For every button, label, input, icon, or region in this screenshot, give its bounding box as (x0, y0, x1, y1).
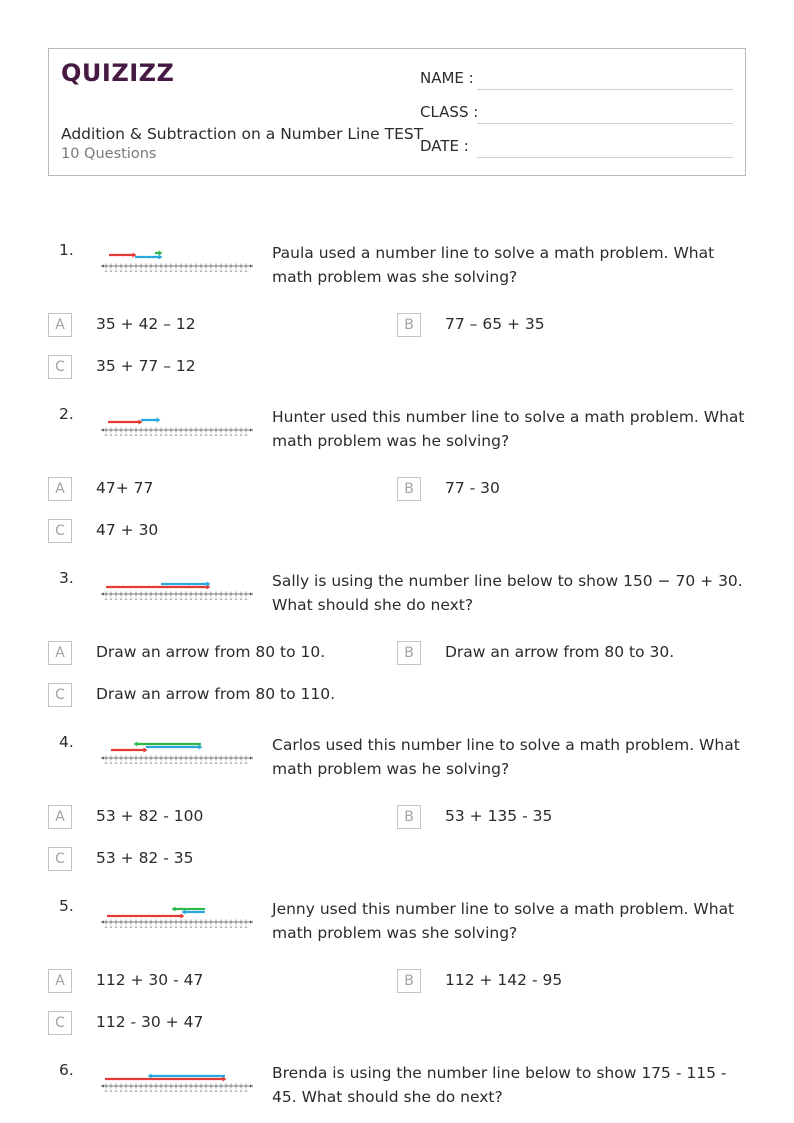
tick-label-mark (225, 763, 227, 764)
tick-label-mark (160, 435, 162, 436)
axis-arrow-left (101, 593, 104, 596)
date-label: DATE : (420, 137, 469, 155)
option-text: 35 + 42 – 12 (96, 315, 196, 333)
tick-label-mark (225, 1091, 227, 1092)
tick-label-mark (245, 435, 247, 436)
tick-label-mark (120, 927, 122, 928)
tick-label-mark (140, 271, 142, 272)
tick-label-mark (230, 927, 232, 928)
axis-arrow-left (101, 921, 104, 924)
tick-label-mark (215, 927, 217, 928)
tick-label-mark (150, 599, 152, 600)
number-line-image (99, 577, 255, 603)
tick-label-mark (115, 1091, 117, 1092)
tick-label-mark (135, 271, 137, 272)
tick-label-mark (190, 1091, 192, 1092)
tick-label-mark (115, 435, 117, 436)
tick-label-mark (180, 599, 182, 600)
name-field[interactable] (477, 89, 733, 90)
tick-label-mark (145, 435, 147, 436)
tick-label-mark (205, 271, 207, 272)
tick-label-mark (170, 271, 172, 272)
jump-arrowhead (159, 255, 163, 260)
tick-label-mark (170, 763, 172, 764)
option-letter: B (397, 969, 421, 993)
jump-arrowhead (159, 251, 163, 256)
tick-label-mark (235, 763, 237, 764)
tick-label-mark (210, 927, 212, 928)
tick-label-mark (220, 927, 222, 928)
option-letter: C (48, 355, 72, 379)
tick-label-mark (230, 435, 232, 436)
class-label: CLASS : (420, 103, 479, 121)
tick-label-mark (190, 927, 192, 928)
tick-label-mark (110, 435, 112, 436)
tick-label-mark (205, 1091, 207, 1092)
tick-label-mark (220, 599, 222, 600)
tick-label-mark (225, 599, 227, 600)
class-field[interactable] (477, 123, 733, 124)
tick-label-mark (160, 763, 162, 764)
axis-arrow-left (101, 757, 104, 760)
tick-label-mark (225, 271, 227, 272)
option-letter: A (48, 805, 72, 829)
tick-label-mark (150, 763, 152, 764)
tick-label-mark (120, 1091, 122, 1092)
axis-arrow-right (250, 1085, 253, 1088)
tick-label-mark (210, 271, 212, 272)
tick-label-mark (105, 927, 107, 928)
tick-label-mark (205, 435, 207, 436)
tick-label-mark (130, 599, 132, 600)
option-letter: B (397, 477, 421, 501)
tick-label-mark (235, 927, 237, 928)
tick-label-mark (220, 435, 222, 436)
option-letter: A (48, 313, 72, 337)
tick-label-mark (235, 271, 237, 272)
option-letter: A (48, 969, 72, 993)
tick-label-mark (150, 271, 152, 272)
tick-label-mark (145, 763, 147, 764)
option-letter: B (397, 641, 421, 665)
tick-label-mark (110, 599, 112, 600)
tick-label-mark (140, 927, 142, 928)
tick-label-mark (185, 271, 187, 272)
option-letter: C (48, 683, 72, 707)
worksheet-title: Addition & Subtraction on a Number Line TEST (61, 125, 424, 143)
jump-arrowhead (157, 418, 161, 423)
tick-label-mark (150, 435, 152, 436)
tick-label-mark (230, 271, 232, 272)
tick-label-mark (160, 1091, 162, 1092)
tick-label-mark (175, 927, 177, 928)
question-text: Jenny used this number line to solve a math problem. What math problem was she solving? (272, 900, 735, 942)
tick-label-mark (240, 763, 242, 764)
tick-label-mark (115, 763, 117, 764)
jump-arrowhead (134, 742, 138, 747)
question-number: 3. (59, 569, 74, 587)
question-number: 4. (59, 733, 74, 751)
option-letter: B (397, 313, 421, 337)
tick-label-mark (165, 763, 167, 764)
tick-label-mark (110, 1091, 112, 1092)
tick-label-mark (155, 1091, 157, 1092)
question-number: 2. (59, 405, 74, 423)
tick-label-mark (165, 599, 167, 600)
question-text: Paula used a number line to solve a math problem. What math problem was she solving? (272, 244, 715, 286)
tick-label-mark (200, 763, 202, 764)
question-text: Carlos used this number line to solve a math problem. What math problem was he solving? (272, 736, 740, 778)
tick-label-mark (200, 435, 202, 436)
tick-label-mark (240, 435, 242, 436)
tick-label-mark (195, 271, 197, 272)
option-text: 112 + 30 - 47 (96, 971, 204, 989)
option-letter: C (48, 519, 72, 543)
option-text: 112 - 30 + 47 (96, 1013, 204, 1031)
tick-label-mark (120, 271, 122, 272)
question-text: Brenda is using the number line below to show 175 - 115 - 45. What should she do next? (272, 1064, 727, 1106)
tick-label-mark (190, 599, 192, 600)
option-letter: B (397, 805, 421, 829)
tick-label-mark (195, 435, 197, 436)
tick-label-mark (130, 435, 132, 436)
option-text: 47 + 30 (96, 521, 159, 539)
tick-label-mark (130, 927, 132, 928)
tick-label-mark (155, 927, 157, 928)
tick-label-mark (110, 271, 112, 272)
tick-label-mark (195, 1091, 197, 1092)
number-line-image (99, 905, 255, 931)
tick-label-mark (185, 763, 187, 764)
tick-label-mark (125, 599, 127, 600)
tick-label-mark (115, 927, 117, 928)
tick-label-mark (145, 927, 147, 928)
tick-label-mark (175, 271, 177, 272)
number-line-image (99, 741, 255, 767)
axis-arrow-left (101, 265, 104, 268)
tick-label-mark (135, 763, 137, 764)
tick-label-mark (230, 763, 232, 764)
option-text: 47+ 77 (96, 479, 154, 497)
tick-label-mark (105, 1091, 107, 1092)
tick-label-mark (240, 271, 242, 272)
tick-label-mark (210, 1091, 212, 1092)
tick-label-mark (155, 435, 157, 436)
tick-label-mark (220, 271, 222, 272)
name-label: NAME : (420, 69, 474, 87)
tick-label-mark (180, 1091, 182, 1092)
option-text: Draw an arrow from 80 to 30. (445, 643, 675, 661)
tick-label-mark (145, 271, 147, 272)
tick-label-mark (190, 271, 192, 272)
option-text: 53 + 82 - 35 (96, 849, 194, 867)
tick-label-mark (130, 1091, 132, 1092)
tick-label-mark (105, 271, 107, 272)
tick-label-mark (165, 1091, 167, 1092)
tick-label-mark (105, 599, 107, 600)
tick-label-mark (180, 435, 182, 436)
tick-label-mark (110, 927, 112, 928)
tick-label-mark (180, 763, 182, 764)
axis-arrow-right (250, 921, 253, 924)
tick-label-mark (210, 599, 212, 600)
tick-label-mark (215, 599, 217, 600)
tick-label-mark (170, 435, 172, 436)
tick-label-mark (165, 927, 167, 928)
option-text: 77 - 30 (445, 479, 500, 497)
tick-label-mark (235, 599, 237, 600)
tick-label-mark (125, 927, 127, 928)
tick-label-mark (240, 1091, 242, 1092)
tick-label-mark (245, 1091, 247, 1092)
tick-label-mark (155, 271, 157, 272)
tick-label-mark (175, 435, 177, 436)
axis-arrow-right (250, 593, 253, 596)
jump-arrowhead (144, 748, 148, 753)
tick-label-mark (105, 435, 107, 436)
date-field[interactable] (477, 157, 733, 158)
tick-label-mark (160, 599, 162, 600)
tick-label-mark (240, 599, 242, 600)
tick-label-mark (205, 599, 207, 600)
tick-label-mark (220, 763, 222, 764)
option-letter: A (48, 641, 72, 665)
tick-label-mark (195, 763, 197, 764)
tick-label-mark (150, 927, 152, 928)
tick-label-mark (125, 1091, 127, 1092)
tick-label-mark (110, 763, 112, 764)
tick-label-mark (205, 927, 207, 928)
worksheet-header (48, 48, 746, 176)
tick-label-mark (150, 1091, 152, 1092)
tick-label-mark (165, 271, 167, 272)
tick-label-mark (245, 927, 247, 928)
tick-label-mark (125, 271, 127, 272)
tick-label-mark (185, 435, 187, 436)
jump-arrowhead (181, 914, 185, 919)
tick-label-mark (140, 1091, 142, 1092)
jump-arrowhead (199, 745, 203, 750)
tick-label-mark (175, 1091, 177, 1092)
jump-arrowhead (223, 1077, 227, 1082)
question-count: 10 Questions (61, 146, 157, 162)
tick-label-mark (160, 271, 162, 272)
question-text: Sally is using the number line below to show 150 − 70 + 30. What should she do next? (272, 572, 743, 614)
tick-label-mark (160, 927, 162, 928)
tick-label-mark (235, 1091, 237, 1092)
tick-label-mark (185, 927, 187, 928)
tick-label-mark (165, 435, 167, 436)
tick-label-mark (175, 763, 177, 764)
question-number: 1. (59, 241, 74, 259)
tick-label-mark (120, 435, 122, 436)
tick-label-mark (215, 271, 217, 272)
tick-label-mark (140, 763, 142, 764)
option-letter: C (48, 1011, 72, 1035)
tick-label-mark (220, 1091, 222, 1092)
tick-label-mark (195, 927, 197, 928)
tick-label-mark (210, 763, 212, 764)
option-text: Draw an arrow from 80 to 10. (96, 643, 326, 661)
tick-label-mark (135, 927, 137, 928)
tick-label-mark (115, 271, 117, 272)
jump-arrowhead (148, 1074, 152, 1079)
tick-label-mark (205, 763, 207, 764)
question-number: 6. (59, 1061, 74, 1079)
tick-label-mark (200, 927, 202, 928)
tick-label-mark (120, 599, 122, 600)
number-line-image (99, 249, 255, 275)
tick-label-mark (140, 599, 142, 600)
axis-arrow-left (101, 429, 104, 432)
option-text: 53 + 82 - 100 (96, 807, 204, 825)
tick-label-mark (235, 435, 237, 436)
tick-label-mark (245, 271, 247, 272)
tick-label-mark (180, 927, 182, 928)
tick-label-mark (135, 435, 137, 436)
tick-label-mark (190, 435, 192, 436)
tick-label-mark (190, 763, 192, 764)
option-text: 112 + 142 - 95 (445, 971, 563, 989)
tick-label-mark (125, 763, 127, 764)
tick-label-mark (170, 1091, 172, 1092)
tick-label-mark (195, 599, 197, 600)
tick-label-mark (245, 599, 247, 600)
tick-label-mark (135, 599, 137, 600)
tick-label-mark (215, 1091, 217, 1092)
tick-label-mark (175, 599, 177, 600)
tick-label-mark (185, 599, 187, 600)
quizizz-logo: QUIZIZZ (61, 59, 175, 87)
tick-label-mark (105, 763, 107, 764)
tick-label-mark (130, 763, 132, 764)
tick-label-mark (140, 435, 142, 436)
tick-label-mark (130, 271, 132, 272)
axis-arrow-right (250, 265, 253, 268)
tick-label-mark (230, 599, 232, 600)
tick-label-mark (125, 435, 127, 436)
tick-label-mark (245, 763, 247, 764)
option-text: Draw an arrow from 80 to 110. (96, 685, 336, 703)
number-line-image (99, 413, 255, 439)
axis-arrow-right (250, 757, 253, 760)
tick-label-mark (145, 1091, 147, 1092)
tick-label-mark (200, 599, 202, 600)
tick-label-mark (135, 1091, 137, 1092)
number-line-image (99, 1069, 255, 1095)
question-number: 5. (59, 897, 74, 915)
jump-arrowhead (182, 910, 186, 915)
option-text: 77 – 65 + 35 (445, 315, 545, 333)
tick-label-mark (225, 435, 227, 436)
tick-label-mark (170, 927, 172, 928)
tick-label-mark (215, 435, 217, 436)
option-letter: A (48, 477, 72, 501)
option-text: 35 + 77 – 12 (96, 357, 196, 375)
tick-label-mark (155, 763, 157, 764)
tick-label-mark (115, 599, 117, 600)
tick-label-mark (120, 763, 122, 764)
axis-arrow-left (101, 1085, 104, 1088)
tick-label-mark (230, 1091, 232, 1092)
question-text: Hunter used this number line to solve a math problem. What math problem was he solving? (272, 408, 745, 450)
tick-label-mark (200, 271, 202, 272)
option-letter: C (48, 847, 72, 871)
tick-label-mark (225, 927, 227, 928)
tick-label-mark (200, 1091, 202, 1092)
jump-arrowhead (172, 907, 176, 912)
axis-arrow-right (250, 429, 253, 432)
option-text: 53 + 135 - 35 (445, 807, 553, 825)
tick-label-mark (215, 763, 217, 764)
tick-label-mark (240, 927, 242, 928)
tick-label-mark (170, 599, 172, 600)
tick-label-mark (210, 435, 212, 436)
tick-label-mark (145, 599, 147, 600)
tick-label-mark (155, 599, 157, 600)
tick-label-mark (185, 1091, 187, 1092)
tick-label-mark (180, 271, 182, 272)
